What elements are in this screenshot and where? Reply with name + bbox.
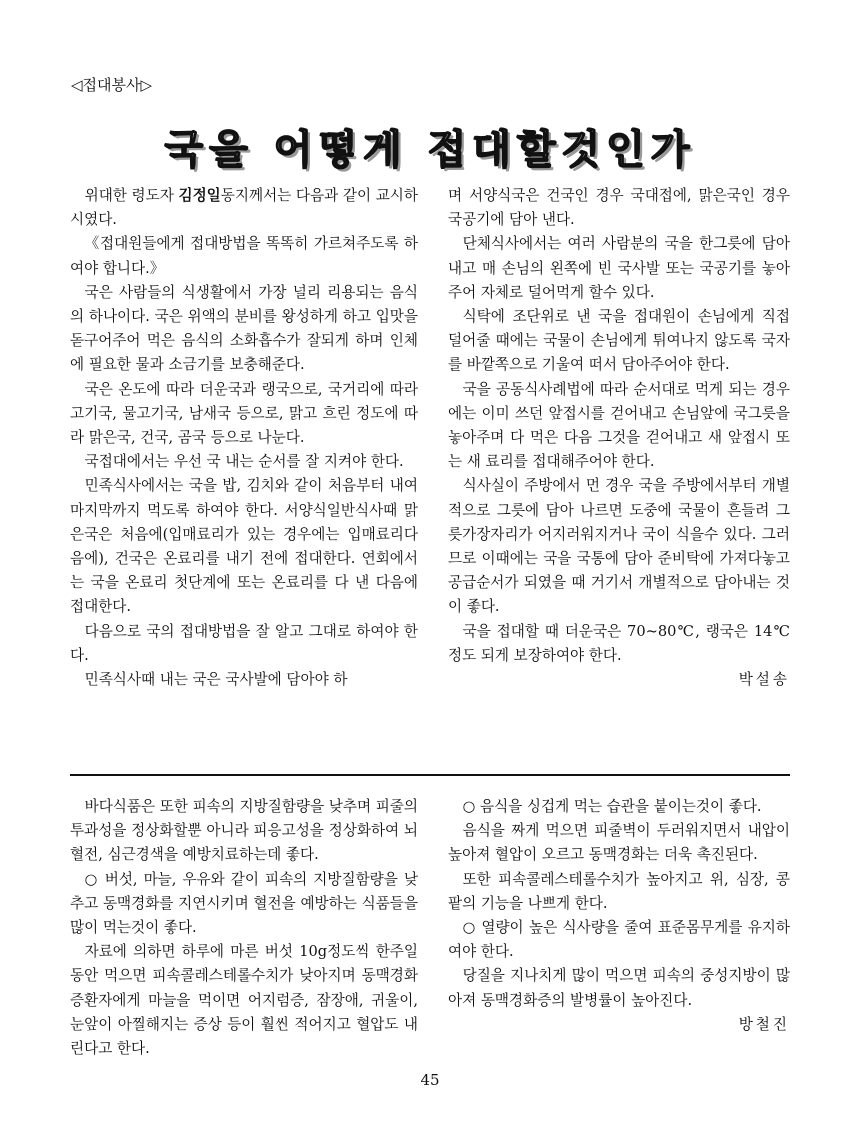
paragraph: 식탁에 조단위로 낸 국을 접대원이 손님에게 직접 덜어줄 때에는 국물이 손님에게 튀여나지 않도록 국자를 바깥쪽으로 기울여 떠서 담아주어야 한다. [448,308,790,374]
author-signature: 박설송 [738,671,790,689]
paragraph: 다음으로 국의 접대방법을 잘 알고 그대로 하여야 한다. [70,622,418,664]
paragraph: ○ 음식을 싱겁게 먹는 습관을 붙이는것이 좋다. [462,798,762,815]
paragraph: 바다식품은 또한 피속의 지방질함량을 낮추며 피줄의 투과성을 정상화할뿐 아니라 피응고성을 정상화하여 뇌혈전, 심근경색을 예방치료하는데 좋다. [70,798,418,864]
article1-left-column [70,184,418,692]
paragraph: 국은 온도에 따라 더운국과 랭국으로, 국거리에 따라 고기국, 물고기국, 남새국 등으로, 맑고 흐린 정도에 따라 맑은국, 건국, 곰국 등으로 나눈다. [70,380,418,447]
paragraph: 또한 피속콜레스테롤수치가 높아지고 위, 심장, 콩팥의 기능을 나쁘게 한다. [448,870,790,912]
article2-left-column [70,795,418,1061]
paragraph: 단체식사에서는 여러 사람분의 국을 한그릇에 담아 내고 매 손님의 왼쪽에 빈 국사발 또는 국공기를 놓아주어 자체로 덜어먹게 할수 있다. [448,235,790,301]
paragraph: 민족식사에서는 국을 밥, 김치와 같이 처음부터 내여 마지막까지 먹도록 하여야 한다. 서양식일반식사때 맑은국은 처음에(입매료리가 있는 경우에는 입매료리다음에), 건국은 온료리를 내기 전에 접대한다. 연회에서는 국을 온료리 첫단계에 또는 온료리를 다 낸 다음에 접대한다. [70,477,418,616]
paragraph: 민족식사때 내는 국은 국사발에 담아야 하 [84,671,348,689]
article-title: 국을 어떻게 접대할것인가 [164,127,696,173]
author-signature: 방철진 [738,1015,790,1033]
section-label: ◁접대봉사▷ [71,76,153,94]
paragraph: 국을 공동식사례법에 따라 순서대로 먹게 되는 경우에는 이미 쓰던 앞접시를 걷어내고 손님앞에 국그릇을 놓아주며 다 먹은 다음 그것을 걷어내고 새 앞접시 또는 새 료리를 접대해주어야 한다. [448,380,790,471]
paragraph: ○ 열량이 높은 식사량을 줄여 표준몸무게를 유지하여야 한다. [448,919,790,961]
paragraph: 자료에 의하면 하루에 마른 버섯 10g정도씩 한주일동안 먹으면 피속콜레스테롤수치가 낮아지며 동맥경화증환자에게 마늘을 먹이면 어지럼증, 잠장애, 귀울이, 눈앞이 아찔해지는 증상 등이 훨씬 적어지고 혈압도 내린다고 한다. [70,943,418,1058]
paragraph: 국은 사람들의 식생활에서 가장 널리 리용되는 음식의 하나이다. 국은 위액의 분비를 왕성하게 하고 입맛을 돋구어주어 먹은 음식의 소화흡수가 잘되게 하며 인체에 필요한 물과 소금기를 보충해준다. [70,283,418,374]
paragraph: 당질을 지나치게 많이 먹으면 피속의 중성지방이 많아져 동맥경화증의 발병률이 높아진다. [448,967,790,1009]
paragraph: ○ 버섯, 마늘, 우유와 같이 피속의 지방질함량을 낮추고 동맥경화를 지연시키며 혈전을 예방하는 식품들을 많이 먹는것이 좋다. [70,870,418,937]
quotation: 《접대원들에게 접대방법을 똑똑히 가르쳐주도록 하여야 합니다.》 [70,235,418,277]
paragraph: 음식을 짜게 먹으면 피줄벽이 두러워지면서 내압이 높아져 혈압이 오르고 동맥경화는 더욱 촉진된다. [448,822,790,864]
paragraph: 며 서양식국은 건국인 경우 국대접에, 맑은국인 경우 국공기에 담아 낸다. [448,187,790,229]
paragraph: 식사실이 주방에서 먼 경우 국을 주방에서부터 개별적으로 그릇에 담아 나르면 도중에 국물이 흔들려 그릇가장자리가 어지러워지거나 국이 식을수 있다. 그러므로 이때에는 국을 국통에 담아 준비탁에 가져다놓고 공급순서가 되였을 때 거기서 개별적으로 담아내는 것이 좋다. [448,477,790,616]
page-number: 45 [420,1071,440,1089]
paragraph: 국을 접대할 때 더운국은 70~80℃, 랭국은 14℃정도 되게 보장하여야 한다. [448,622,790,664]
article1-right-column [448,184,790,692]
paragraph [70,184,418,232]
leader-name: 김정일 [178,187,221,204]
intro-tail: 동지께서는 다음과 같이 교시하시였다. [70,187,418,229]
intro-text: 위대한 령도자 [84,187,179,204]
section-divider [70,774,790,776]
paragraph: 국접대에서는 우선 국 내는 순서를 잘 지켜야 한다. [84,453,404,471]
article2-right-column [448,795,790,1037]
